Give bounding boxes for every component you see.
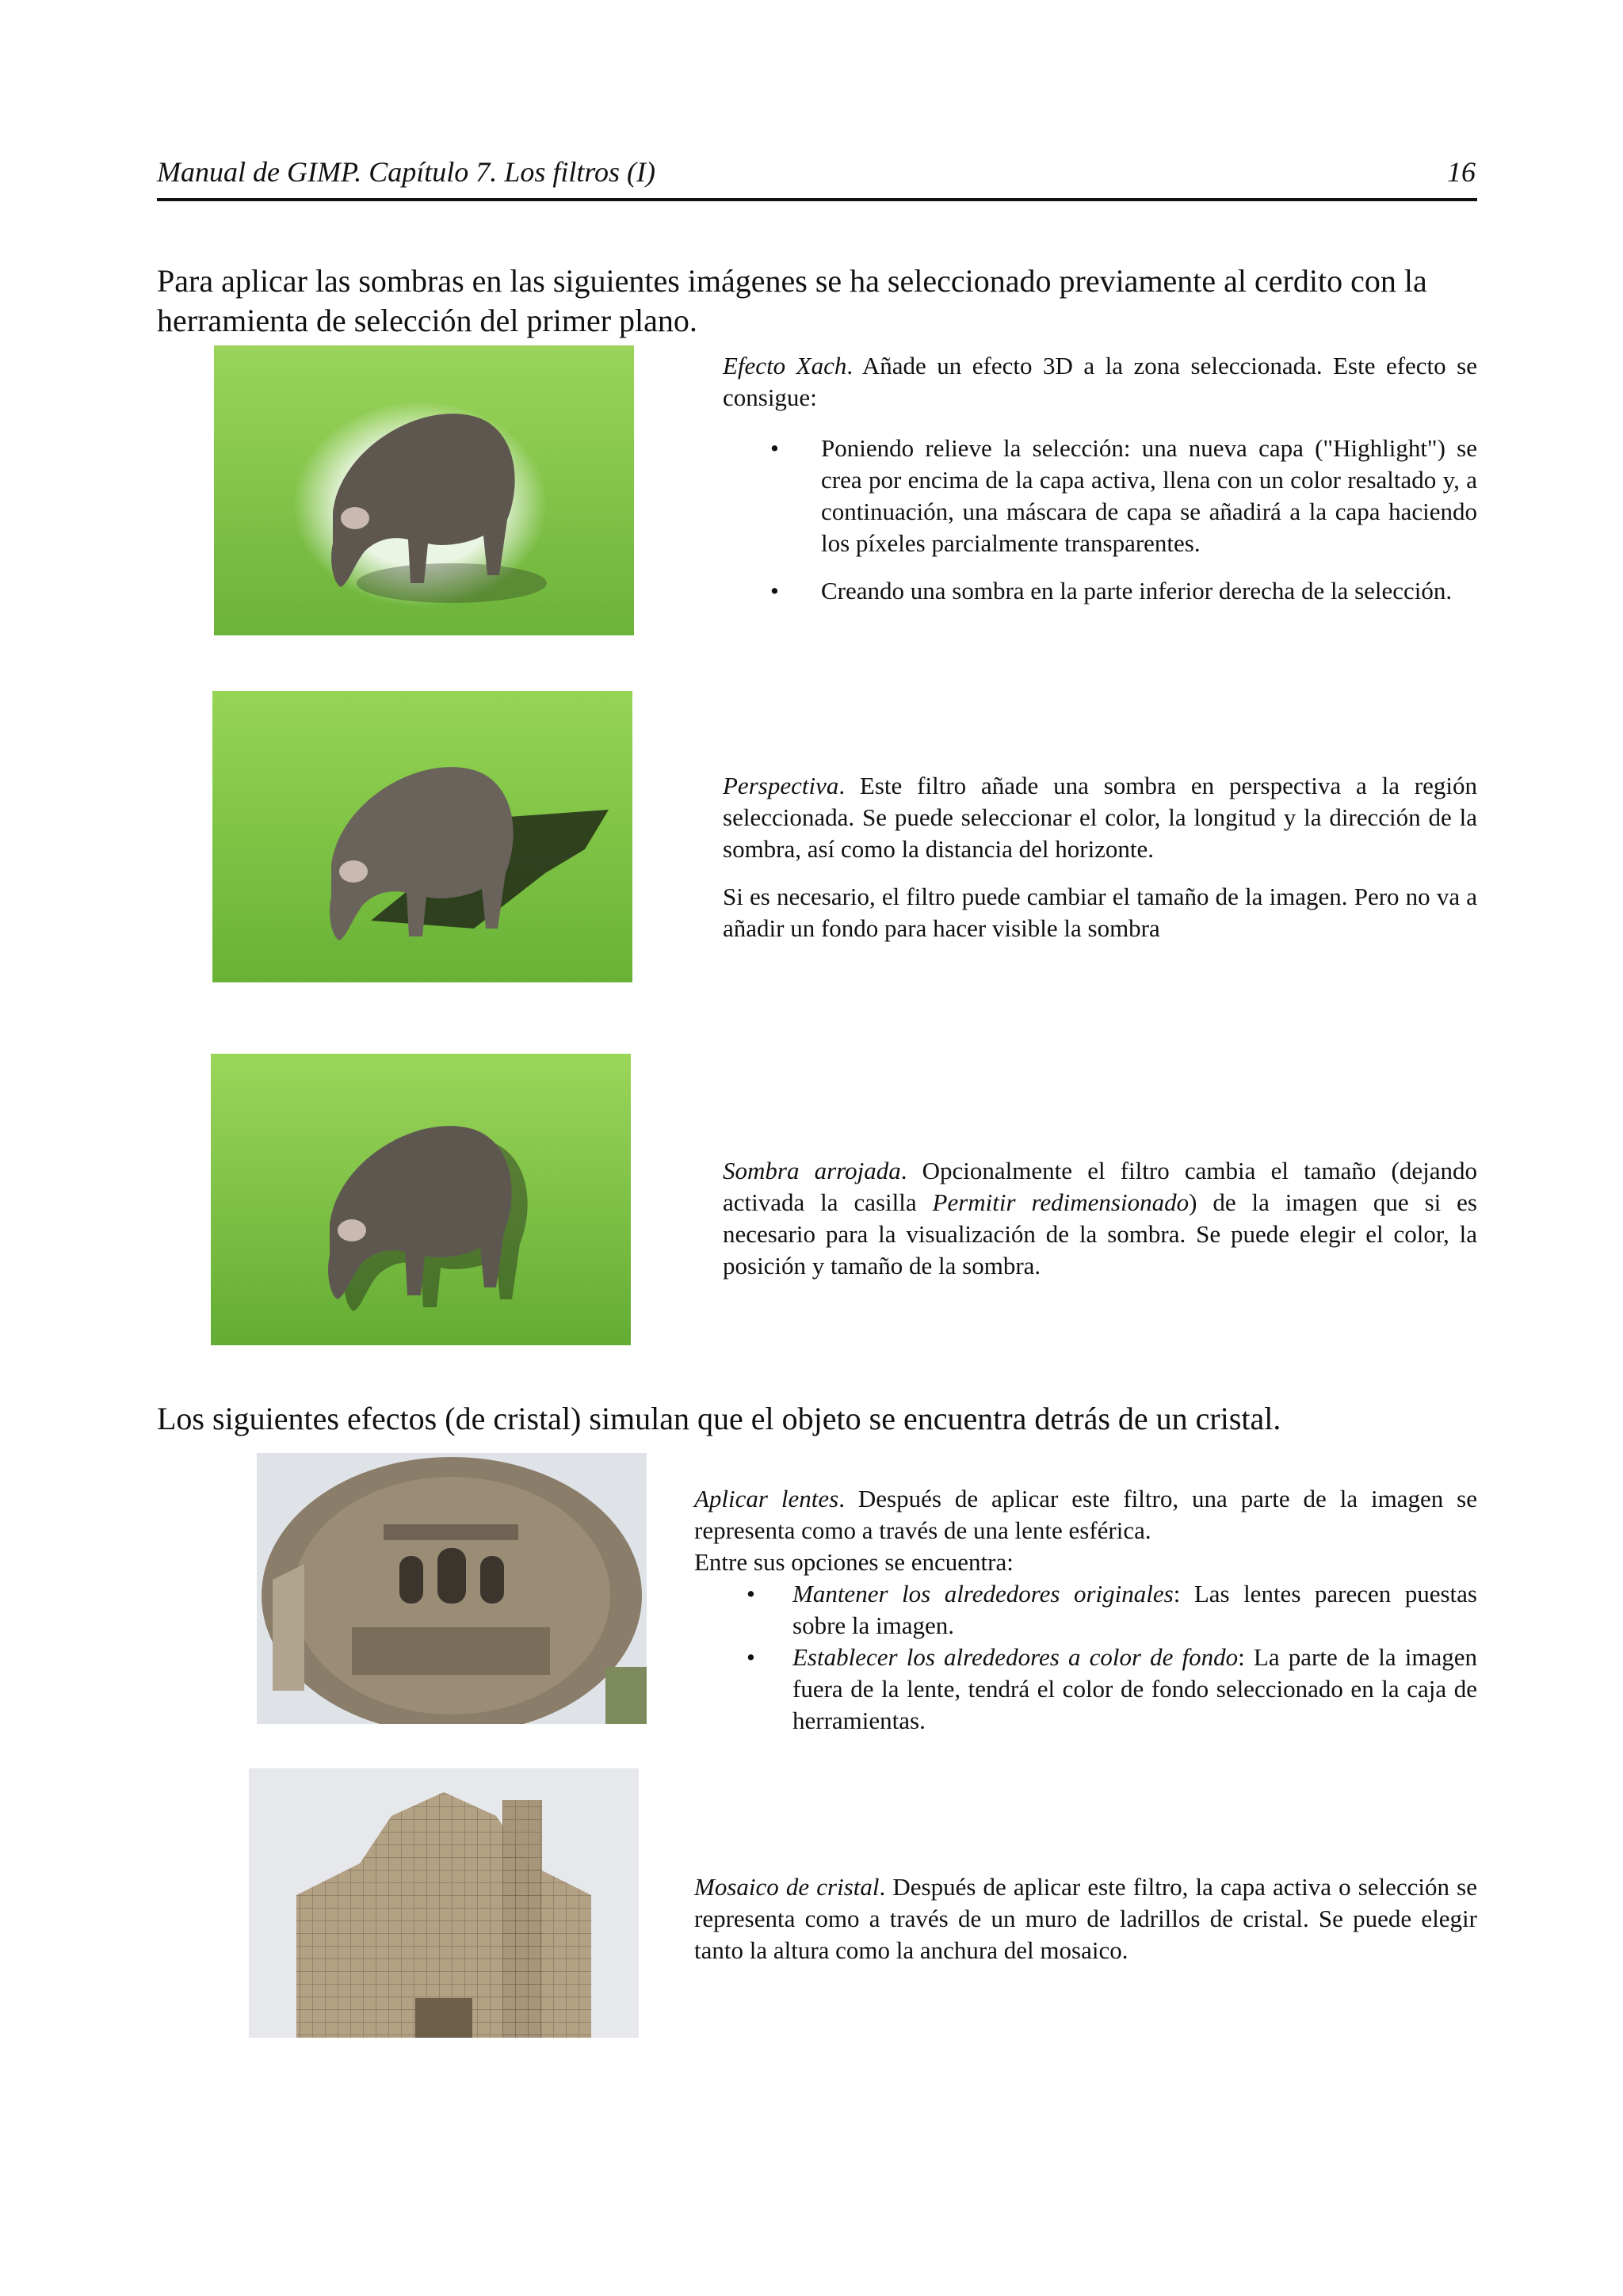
church-lens-image [257, 1453, 647, 1724]
xach-description [723, 350, 1477, 623]
church-mosaic-image [249, 1768, 639, 2038]
pig-drop-shadow-image [211, 1054, 631, 1345]
pig-perspective-image [212, 691, 632, 982]
running-header-title: Manual de GIMP. Capítulo 7. Los filtros (I) [157, 156, 655, 188]
xach-title: Efecto Xach [723, 352, 847, 379]
xach-bullet-2: • Creando una sombra en la parte inferior derecha de la selección. [723, 575, 1477, 607]
lentes-bullet-1: • Mantener los alrededores originales: Las lentes parecen puestas sobre la imagen. [747, 1580, 1477, 1639]
lentes-options-intro: Entre sus opciones se encuentra: [694, 1548, 1014, 1576]
xach-bullet-1: • Poniendo relieve la selección: una nueva capa ("Highlight") se crea por encima de la capa activa, llena con un color resaltado y, a continuación, una máscara de capa se añadirá a la capa haciendo los píxeles parcialmente transparentes. [770, 434, 1477, 557]
header-rule [157, 198, 1477, 201]
pig-xach-image [214, 345, 634, 635]
bullet-glyph: • [770, 577, 779, 605]
perspectiva-text: . Este filtro añade una sombra en perspectiva a la región seleccionada. Se puede seleccionar el color, la longitud y la dirección de la sombra, así como la distancia del horizonte. [723, 772, 1477, 863]
perspectiva-description [723, 770, 1477, 960]
mosaico-title: Mosaico de cristal [694, 1873, 880, 1901]
sombra-title: Sombra arrojada [723, 1157, 901, 1184]
bullet-glyph: • [770, 434, 779, 462]
perspectiva-title: Perspectiva [723, 772, 839, 799]
page-number: 16 [1447, 156, 1476, 188]
xach-text: . Añade un efecto 3D a la zona seleccionada. Este efecto se consigue: [723, 352, 1477, 411]
lentes-bullet-2: • Establecer los alrededores a color de fondo: La parte de la imagen fuera de la lente, tendrá el color de fondo seleccionado en la caja de herramientas. [747, 1643, 1477, 1734]
perspectiva-text-2: Si es necesario, el filtro puede cambiar el tamaño de la imagen. Pero no va a añadir un fondo para hacer visible la sombra [723, 883, 1477, 942]
lentes-description: Aplicar lentes. Después de aplicar este filtro, una parte de la imagen se representa como a través de una lente esférica. Entre sus opciones se encuentra: • Mantener los alrededores originales: Las lentes parecen puestas sobre la imagen. • Establecer los alrededores a color de fondo: La parte de la imagen fuera de la lente, tendrá el color de fondo seleccionado en la caja de herramientas. [694, 1483, 1477, 1737]
cristal-intro-paragraph: Los siguientes efectos (de cristal) simulan que el objeto se encuentra detrás de un cristal. [157, 1401, 1281, 1436]
sombra-option: Permitir redimensionado [932, 1188, 1190, 1216]
lentes-title: Aplicar lentes [694, 1485, 839, 1512]
sombra-description: Sombra arrojada. Opcionalmente el filtro cambia el tamaño (dejando activada la casilla Permitir redimensionado) de la imagen que si es necesario para la visualización de la sombra. Se puede elegir el color, la posición y tamaño de la sombra. [723, 1157, 1477, 1280]
intro-paragraph: Para aplicar las sombras en las siguientes imágenes se ha seleccionado previamente al cerdito con la herramienta de selección del primer plano. [157, 263, 1427, 338]
bullet-glyph: • [747, 1580, 755, 1608]
mosaico-description: Mosaico de cristal. Después de aplicar este filtro, la capa activa o selección se representa como a través de un muro de ladrillos de cristal. Se puede elegir tanto la altura como la anchura del mosaico. [694, 1873, 1477, 1964]
bullet-glyph: • [747, 1643, 755, 1671]
